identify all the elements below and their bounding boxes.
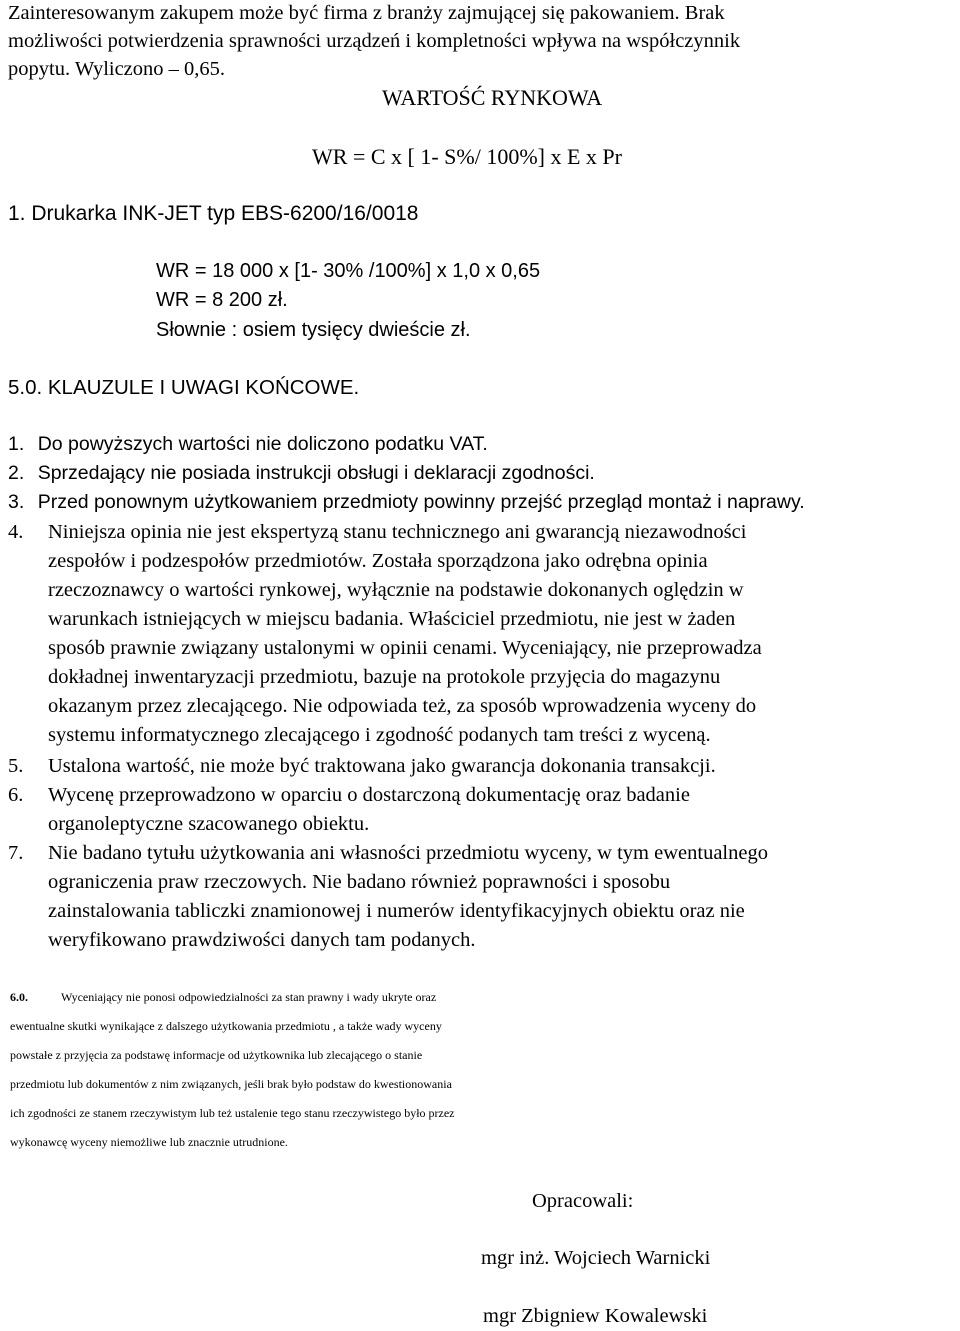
note-2-text: Sprzedający nie posiada instrukcji obsługi i deklaracji zgodności.	[37, 462, 595, 484]
item-4-line: warunkach istniejących w miejscu badania. Właściciel przedmiotu, nie jest w żaden	[48, 608, 736, 630]
section-6-line-1	[10, 985, 955, 1009]
item-4-line: rzeczoznawcy o wartości rynkowej, wyłącznie na podstawie dokonanych oględzin w	[48, 579, 744, 601]
item-4-line: Niniejsza opinia nie jest ekspertyzą stanu technicznego ani gwarancją niezawodności	[48, 521, 747, 543]
item-4-number: 4.	[8, 521, 24, 543]
market-value-formula: WR = C x [ 1- S%/ 100%] x E x Pr	[312, 144, 622, 169]
list-item-7	[8, 839, 948, 955]
note-1-number: 1.	[8, 433, 25, 455]
item-7-line: ograniczenia praw rzeczowych. Nie badano również poprawności i sposobu	[48, 871, 671, 893]
item-1-words: Słownie : osiem tysięcy dwieście zł.	[156, 319, 471, 341]
item-4-line: systemu informatycznego zlecającego i zgodność podanych tam treści z wyceną.	[48, 724, 711, 746]
section-5-heading: 5.0. KLAUZULE I UWAGI KOŃCOWE.	[8, 376, 360, 399]
author-2: mgr Zbigniew Kowalewski	[483, 1305, 708, 1327]
item-6-line: organoleptyczne szacowanego obiektu.	[48, 813, 370, 835]
section-6-line: ich zgodności ze stanem rzeczywistym lub też ustalenie tego stanu rzeczywistego było przez	[10, 1106, 455, 1120]
item-4-text	[48, 518, 762, 750]
note-1	[8, 432, 488, 456]
note-2-number: 2.	[8, 462, 25, 484]
note-2	[8, 461, 595, 485]
note-3-text: Przed ponownym użytkowaniem przedmioty powinny przejść przegląd montaż i naprawy.	[37, 491, 805, 513]
author-1: mgr inż. Wojciech Warnicki	[481, 1247, 711, 1269]
item-1-title: 1. Drukarka INK-JET typ EBS-6200/16/0018	[8, 202, 419, 225]
list-item-6	[8, 781, 948, 839]
item-7-line: weryfikowano prawdziwości danych tam podanych.	[48, 929, 476, 951]
item-6-line: Wycenę przeprowadzono w oparciu o dostarczoną dokumentację oraz badanie	[48, 784, 690, 806]
item-1-calc: WR = 18 000 x [1- 30% /100%] x 1,0 x 0,65	[156, 260, 541, 282]
item-4-line: okazanym przez zlecającego. Nie odpowiada też, za sposób wprowadzenia wyceny do	[48, 695, 757, 717]
item-6-text	[48, 781, 690, 839]
item-7-line: Nie badano tytułu użytkowania ani własności przedmiotu wyceny, w tym ewentualnego	[48, 842, 768, 864]
list-item-5	[8, 752, 948, 782]
section-6-first-line: Wyceniający nie ponosi odpowiedzialności za stan prawny i wady ukryte oraz	[61, 990, 437, 1004]
section-6-number: 6.0.	[10, 990, 28, 1004]
note-3	[8, 490, 805, 514]
section-6-line: wykonawcę wyceny niemożliwe lub znacznie utrudnione.	[10, 1135, 288, 1149]
intro-line-2: możliwości potwierdzenia sprawności urządzeń i kompletności wpływa na współczynnik	[8, 30, 741, 52]
section-6-line: przedmiotu lub dokumentów z nim związanych, jeśli brak było podstaw do kwestionowania	[10, 1077, 452, 1091]
item-5-number: 5.	[8, 755, 24, 777]
intro-line-3: popytu. Wyliczono – 0,65.	[8, 58, 226, 80]
item-4-line: zespołów i podzespołów przedmiotów. Została sporządzona jako odrębna opinia	[48, 550, 708, 572]
item-5-text	[48, 752, 716, 781]
list-item-4	[8, 518, 948, 754]
note-1-text: Do powyższych wartości nie doliczono podatku VAT.	[37, 433, 488, 455]
note-3-number: 3.	[8, 491, 25, 513]
prepared-by-label: Opracowali:	[532, 1190, 634, 1212]
item-4-line: dokładnej inwentaryzacji przedmiotu, bazuje na protokole przyjęcia do magazynu	[48, 666, 721, 688]
item-5-line: Ustalona wartość, nie może być traktowana jako gwarancja dokonania transakcji.	[48, 755, 716, 777]
item-4-line: sposób prawnie związany ustalonymi w opinii cenami. Wyceniający, nie przeprowadza	[48, 637, 762, 659]
section-6-line: ewentualne skutki wynikające z dalszego użytkowania przedmiotu , a także wady wyceny	[10, 1019, 442, 1033]
intro-line-1: Zainteresowanym zakupem może być firma z branży zajmującej się pakowaniem. Brak	[8, 2, 725, 24]
item-6-number: 6.	[8, 784, 24, 806]
item-1-result: WR = 8 200 zł.	[156, 289, 288, 311]
market-value-heading: WARTOŚĆ RYNKOWA	[382, 85, 603, 110]
item-7-text	[48, 839, 768, 955]
item-7-number: 7.	[8, 842, 24, 864]
section-6-line: powstałe z przyjęcia za podstawę informacje od użytkownika lub zlecającego o stanie	[10, 1048, 423, 1062]
item-7-line: zainstalowania tabliczki znamionowej i numerów identyfikacyjnych obiektu oraz nie	[48, 900, 745, 922]
